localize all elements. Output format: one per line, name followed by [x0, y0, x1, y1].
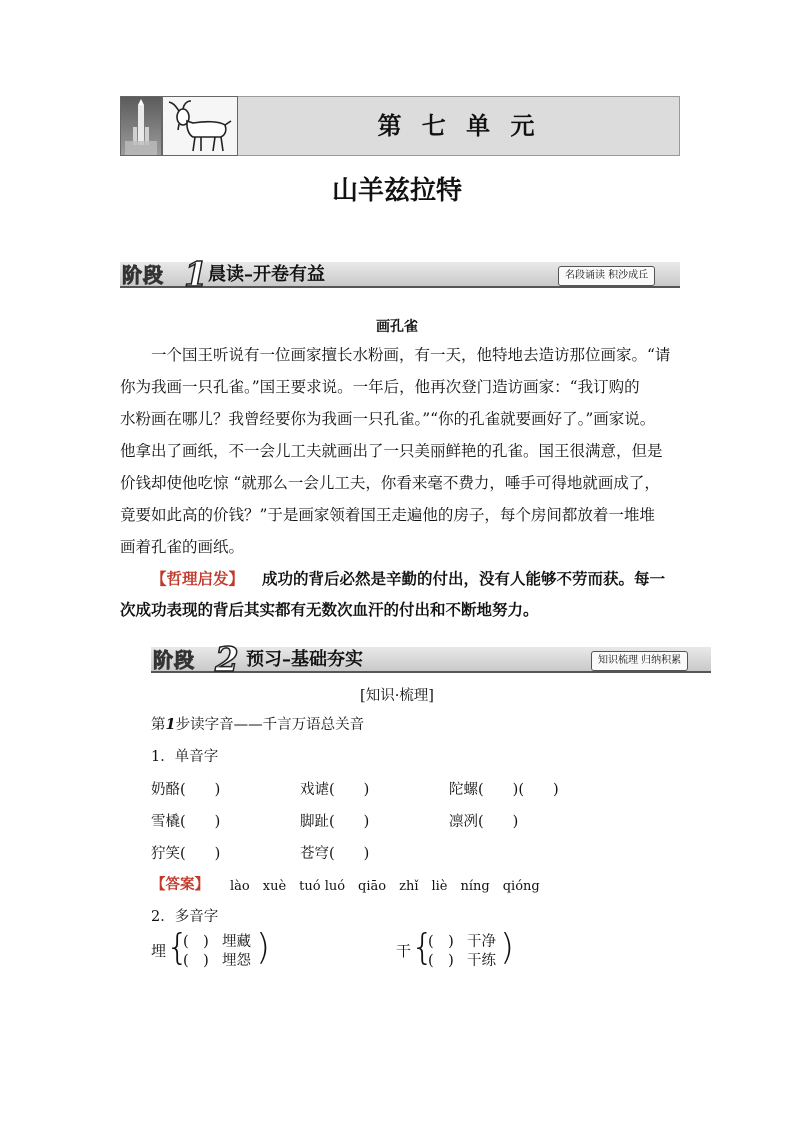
single-item: 雪橇( ) — [151, 814, 221, 830]
left-brace: { — [411, 927, 434, 968]
insight-line-2: 次成功表现的背后其实都有无数次血汗的付出和不断地努力。 — [120, 600, 539, 619]
insight-label: 【哲理启发】 — [151, 569, 245, 588]
answer-text: lào xuè tuó luó qiāo zhǐ liè níng qióng — [230, 879, 540, 894]
single-item: 狞笑( ) — [151, 846, 221, 862]
example-word: 干净 — [467, 934, 496, 950]
single-item: 苍穹( ) — [300, 846, 370, 862]
goat-icon — [163, 97, 237, 155]
stage1-tag: 阶段 — [122, 263, 164, 287]
single-item: 陀螺( )( ) — [449, 782, 559, 798]
reading-blank: ( ) — [183, 953, 209, 969]
polyphonic-char: 埋 — [151, 942, 167, 960]
insight-line-1: 成功的背后必然是辛勤的付出，没有人能够不劳而获。每一 — [262, 569, 666, 588]
unit-title: 第 七 单 元 — [377, 111, 541, 140]
story-line-2: 你为我画一只孔雀。”国王要求说。一年后，他再次登门造访画家：“我订购的 — [120, 378, 640, 396]
example-word: 埋怨 — [222, 953, 251, 969]
left-brace: { — [166, 927, 189, 968]
rocket-icon — [121, 97, 161, 155]
lesson-title: 山羊兹拉特 — [331, 176, 462, 206]
single-item: 戏谑( ) — [300, 782, 370, 798]
step-number: 1 — [165, 716, 176, 733]
rocket-image — [120, 96, 162, 156]
stage2-name: 预习–基础夯实 — [246, 649, 363, 670]
story-line-3: 水粉画在哪儿？我曾经要你为我画一只孔雀。”“你的孔雀就要画好了。”画家说。 — [120, 410, 656, 428]
stage1-name: 晨读–开卷有益 — [208, 264, 325, 285]
story-title: 画孔雀 — [376, 319, 418, 335]
knowledge-section-label: [知识·梳理] — [360, 688, 434, 704]
single-item: 脚趾( ) — [300, 814, 370, 830]
stage1-number: 1 — [184, 255, 208, 295]
single-title: 1．单音字 — [151, 749, 219, 765]
stage1-badge: 名段诵读 积沙成丘 — [558, 266, 655, 286]
story-line-6: 竟要如此高的价钱？”于是画家领着国王走遍他的房子，每个房间都放着一堆堆 — [120, 506, 655, 524]
step-text: 步读字音——千言万语总关音 — [175, 717, 365, 733]
reading-blank: ( ) — [428, 953, 454, 969]
story-line-1: 一个国王听说有一位画家擅长水粉画，有一天，他特地去造访那位画家。“请 — [151, 346, 671, 364]
single-item: 凛冽( ) — [449, 814, 519, 830]
example-word: 埋藏 — [222, 934, 251, 950]
step-prefix: 第 — [151, 717, 166, 733]
stage2-number: 2 — [215, 640, 239, 680]
stage2-tag: 阶段 — [153, 648, 195, 672]
multi-title: 2．多音字 — [151, 909, 219, 925]
story-line-7: 画着孔雀的画纸。 — [120, 538, 245, 556]
answer-label: 【答案】 — [151, 876, 209, 893]
stage2-badge: 知识梳理 归纳积累 — [591, 651, 688, 671]
reading-blank: ( ) — [428, 934, 454, 950]
single-item: 奶酪( ) — [151, 782, 221, 798]
reading-blank: ( ) — [183, 934, 209, 950]
right-paren: ) — [500, 927, 515, 968]
example-word: 干练 — [467, 953, 496, 969]
right-paren: ) — [256, 927, 271, 968]
story-line-4: 他拿出了画纸，不一会儿工夫就画出了一只美丽鲜艳的孔雀。国王很满意，但是 — [120, 442, 663, 460]
step-heading — [151, 713, 364, 734]
story-line-5: 价钱却使他吃惊 “就那么一会儿工夫，你看来毫不费力，唾手可得地就画成了， — [120, 474, 660, 492]
polyphonic-char: 干 — [396, 942, 412, 960]
goat-image — [162, 96, 238, 156]
